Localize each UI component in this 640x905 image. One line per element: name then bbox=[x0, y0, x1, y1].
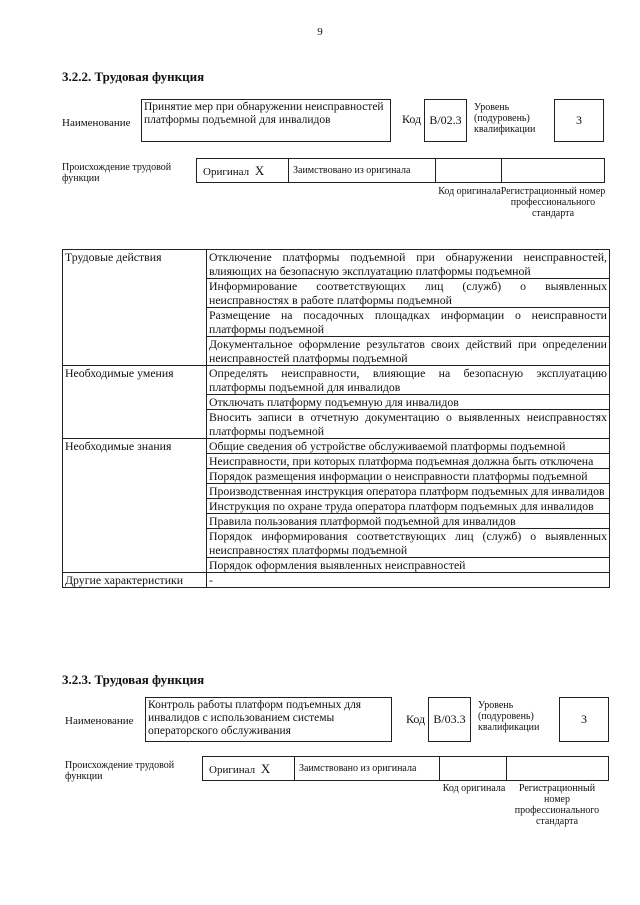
name-label: Наименование bbox=[62, 117, 131, 129]
row-item-text: Отключение платформы подъемной при обнаружении неисправностей, влияющих на безопасную эксплуатацию платформы подъемной bbox=[207, 250, 610, 279]
code-original-caption: Код оригинала bbox=[438, 186, 501, 197]
qualification-level-2: 3 bbox=[559, 697, 609, 742]
code-label: Код bbox=[402, 112, 422, 126]
row-item-text: Общие сведения об устройстве обслуживаемой платформы подъемной bbox=[207, 439, 610, 454]
original-cell-2 bbox=[203, 757, 295, 780]
code-original-cell-2 bbox=[440, 757, 507, 780]
name-label-2: Наименование bbox=[65, 715, 134, 727]
original-mark: X bbox=[254, 163, 265, 178]
row-item-text: Вносить записи в отчетную документацию о выявленных неисправностях платформы подъемной bbox=[207, 410, 610, 439]
table-row bbox=[63, 250, 610, 279]
row-item-text: Определять неисправности, влияющие на безопасную эксплуатацию платформы подъемной для инвалидов bbox=[207, 366, 610, 395]
row-item-text: Производственная инструкция оператора платформ подъемных для инвалидов bbox=[207, 484, 610, 499]
reg-number-cell-2 bbox=[506, 757, 608, 780]
table-row bbox=[63, 573, 610, 588]
code-original-cell bbox=[436, 159, 502, 182]
row-category-label: Трудовые действия bbox=[63, 250, 207, 366]
row-item-text: Отключать платформу подъемную для инвалидов bbox=[207, 395, 610, 410]
code-original-caption-2: Код оригинала bbox=[442, 783, 506, 794]
origin-label: Происхождение трудовой функции bbox=[62, 162, 172, 184]
origin-label-2: Происхождение трудовой функции bbox=[65, 760, 175, 782]
table-row bbox=[63, 366, 610, 395]
function-details-table bbox=[62, 249, 610, 588]
function-code: B/02.3 bbox=[424, 99, 467, 142]
level-label: Уровень (подуровень) квалификации bbox=[474, 102, 536, 135]
row-item-text: - bbox=[207, 573, 610, 588]
row-category-label: Необходимые знания bbox=[63, 439, 207, 573]
section-heading-2: 3.2.3. Трудовая функция bbox=[62, 672, 205, 687]
original-mark-2: X bbox=[260, 761, 271, 776]
row-item-text: Порядок размещения информации о неисправности платформы подъемной bbox=[207, 469, 610, 484]
reg-number-caption: Регистрационный номер профессионального стандарта bbox=[500, 186, 606, 219]
function-name: Принятие мер при обнаружении неисправностей платформы подъемной для инвалидов bbox=[141, 99, 391, 142]
original-cell bbox=[197, 159, 289, 182]
origin-row bbox=[196, 158, 605, 183]
original-label-2: Оригинал bbox=[209, 764, 256, 776]
row-item-text: Информирование соответствующих лиц (служб) о выявленных неисправностях в работе платформы подъемной bbox=[207, 279, 610, 308]
row-item-text: Неисправности, при которых платформа подъемная должна быть отключена bbox=[207, 454, 610, 469]
function-code-2: B/03.3 bbox=[428, 697, 471, 742]
level-label-2: Уровень (подуровень) квалификации bbox=[478, 700, 540, 733]
qualification-level: 3 bbox=[554, 99, 604, 142]
row-item-text: Порядок информирования соответствующих лиц (служб) о выявленных неисправностях платформы подъемной bbox=[207, 529, 610, 558]
code-label-2: Код bbox=[406, 712, 426, 726]
function-name-2: Контроль работы платформ подъемных для инвалидов с использованием системы операторского обслуживания bbox=[145, 697, 392, 742]
row-item-text: Правила пользования платформой подъемной для инвалидов bbox=[207, 514, 610, 529]
page-number: 9 bbox=[317, 26, 323, 38]
row-category-label: Необходимые умения bbox=[63, 366, 207, 439]
row-item-text: Инструкция по охране труда оператора платформ подъемных для инвалидов bbox=[207, 499, 610, 514]
origin-row-2 bbox=[202, 756, 609, 781]
reg-number-cell bbox=[501, 159, 604, 182]
row-item-text: Документальное оформление результатов своих действий при определении неисправностей платформы подъемной bbox=[207, 337, 610, 366]
row-item-text: Порядок оформления выявленных неисправностей bbox=[207, 558, 610, 573]
original-label: Оригинал bbox=[203, 166, 250, 178]
section-heading: 3.2.2. Трудовая функция bbox=[62, 69, 205, 84]
row-item-text: Размещение на посадочных площадках информации о неисправности платформы подъемной bbox=[207, 308, 610, 337]
table-row bbox=[63, 439, 610, 454]
borrowed-label-2: Заимствовано из оригинала bbox=[295, 757, 440, 780]
borrowed-label: Заимствовано из оригинала bbox=[289, 159, 436, 182]
row-category-label: Другие характеристики bbox=[63, 573, 207, 588]
reg-number-caption-2: Регистрационный номер профессионального стандарта bbox=[514, 783, 600, 827]
